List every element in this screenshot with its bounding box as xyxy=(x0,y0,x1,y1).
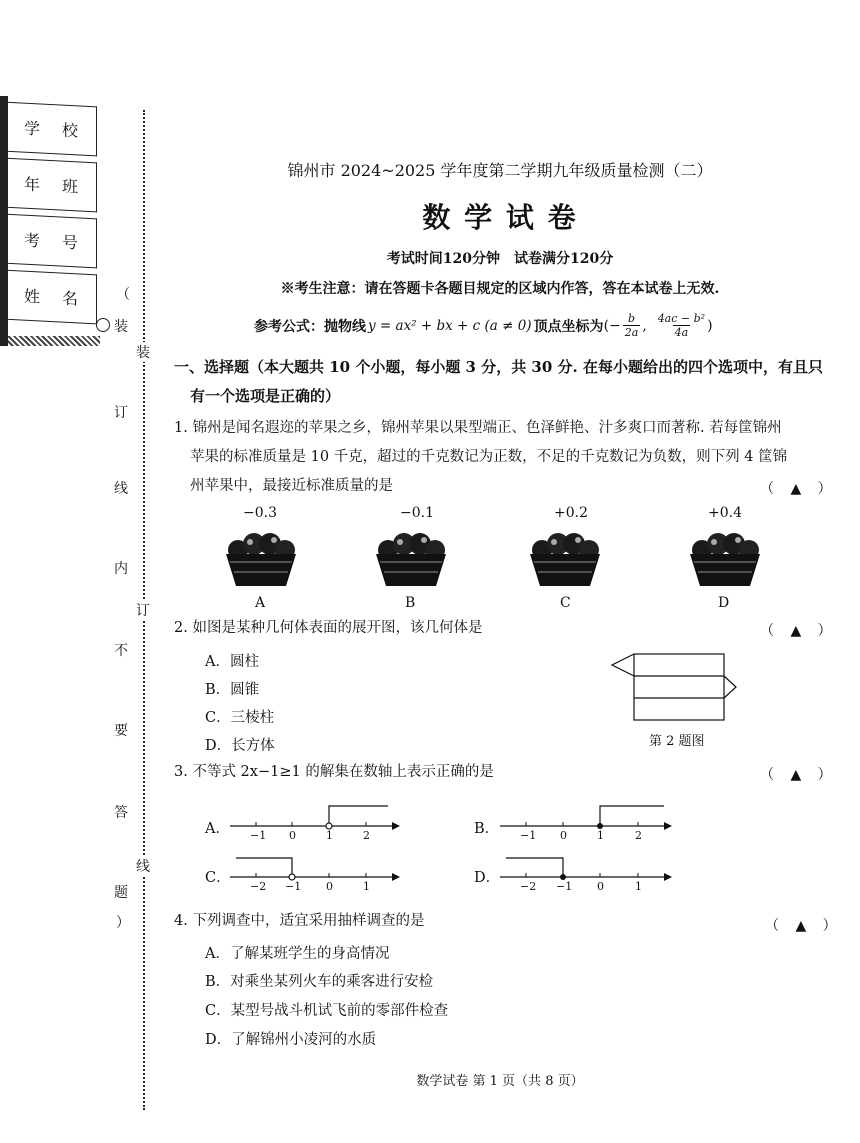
binding-edge xyxy=(0,96,8,346)
school-field: 学 校 xyxy=(4,102,97,157)
binding-hole xyxy=(96,318,110,332)
exam-number-field: 考 号 xyxy=(4,214,97,269)
answer-mark: （ ▲ ） xyxy=(760,767,838,783)
apple-basket-icon xyxy=(372,530,450,590)
figure-caption: 第 2 题图 xyxy=(649,734,705,749)
hatched-band xyxy=(0,336,100,346)
name-field: 姓 名 xyxy=(4,270,97,325)
section-title-line1: 一、选择题（本大题共 10 个小题，每小题 3 分，共 30 分. 在每小题给出的四个选项中，有且只 xyxy=(174,358,823,376)
exam-notice: ※考生注意：请在答题卡各题目规定的区域内作答，答在本试卷上无效. xyxy=(280,281,720,297)
reference-formula: 参考公式：抛物线 y = ax² + bx + c (a ≠ 0) 顶点坐标为 (− $\frac{b}{2a}$ , 4ac − b² 4a ) xyxy=(254,312,713,339)
vertex-x-fraction: $\frac{b}{2a}$ xyxy=(624,312,639,339)
number-line-a xyxy=(230,800,400,850)
section-title-line2: 有一个选项是正确的） xyxy=(190,387,341,405)
apple-basket-icon xyxy=(686,530,764,590)
time-info: 考试时间120分钟 试卷满分120分 xyxy=(386,251,614,267)
class-field: 年 班 xyxy=(4,158,97,213)
answer-mark: （ ▲ ） xyxy=(765,918,843,934)
vertex-y-fraction: 4ac − b² 4a xyxy=(657,312,706,339)
page-footer: 数学试卷 第 1 页（共 8 页） xyxy=(416,1074,584,1089)
answer-mark: （ ▲ ） xyxy=(760,623,838,639)
number-line-b xyxy=(500,800,672,850)
subject-title: 数 学 试 卷 xyxy=(422,201,578,234)
exam-title: 锦州市 2024~2025 学年度第二学期九年级质量检测（二） xyxy=(287,161,713,180)
prism-net-figure xyxy=(608,650,740,724)
answer-mark: （ ▲ ） xyxy=(760,481,838,497)
apple-basket-icon xyxy=(526,530,604,590)
apple-basket-icon xyxy=(222,530,300,590)
